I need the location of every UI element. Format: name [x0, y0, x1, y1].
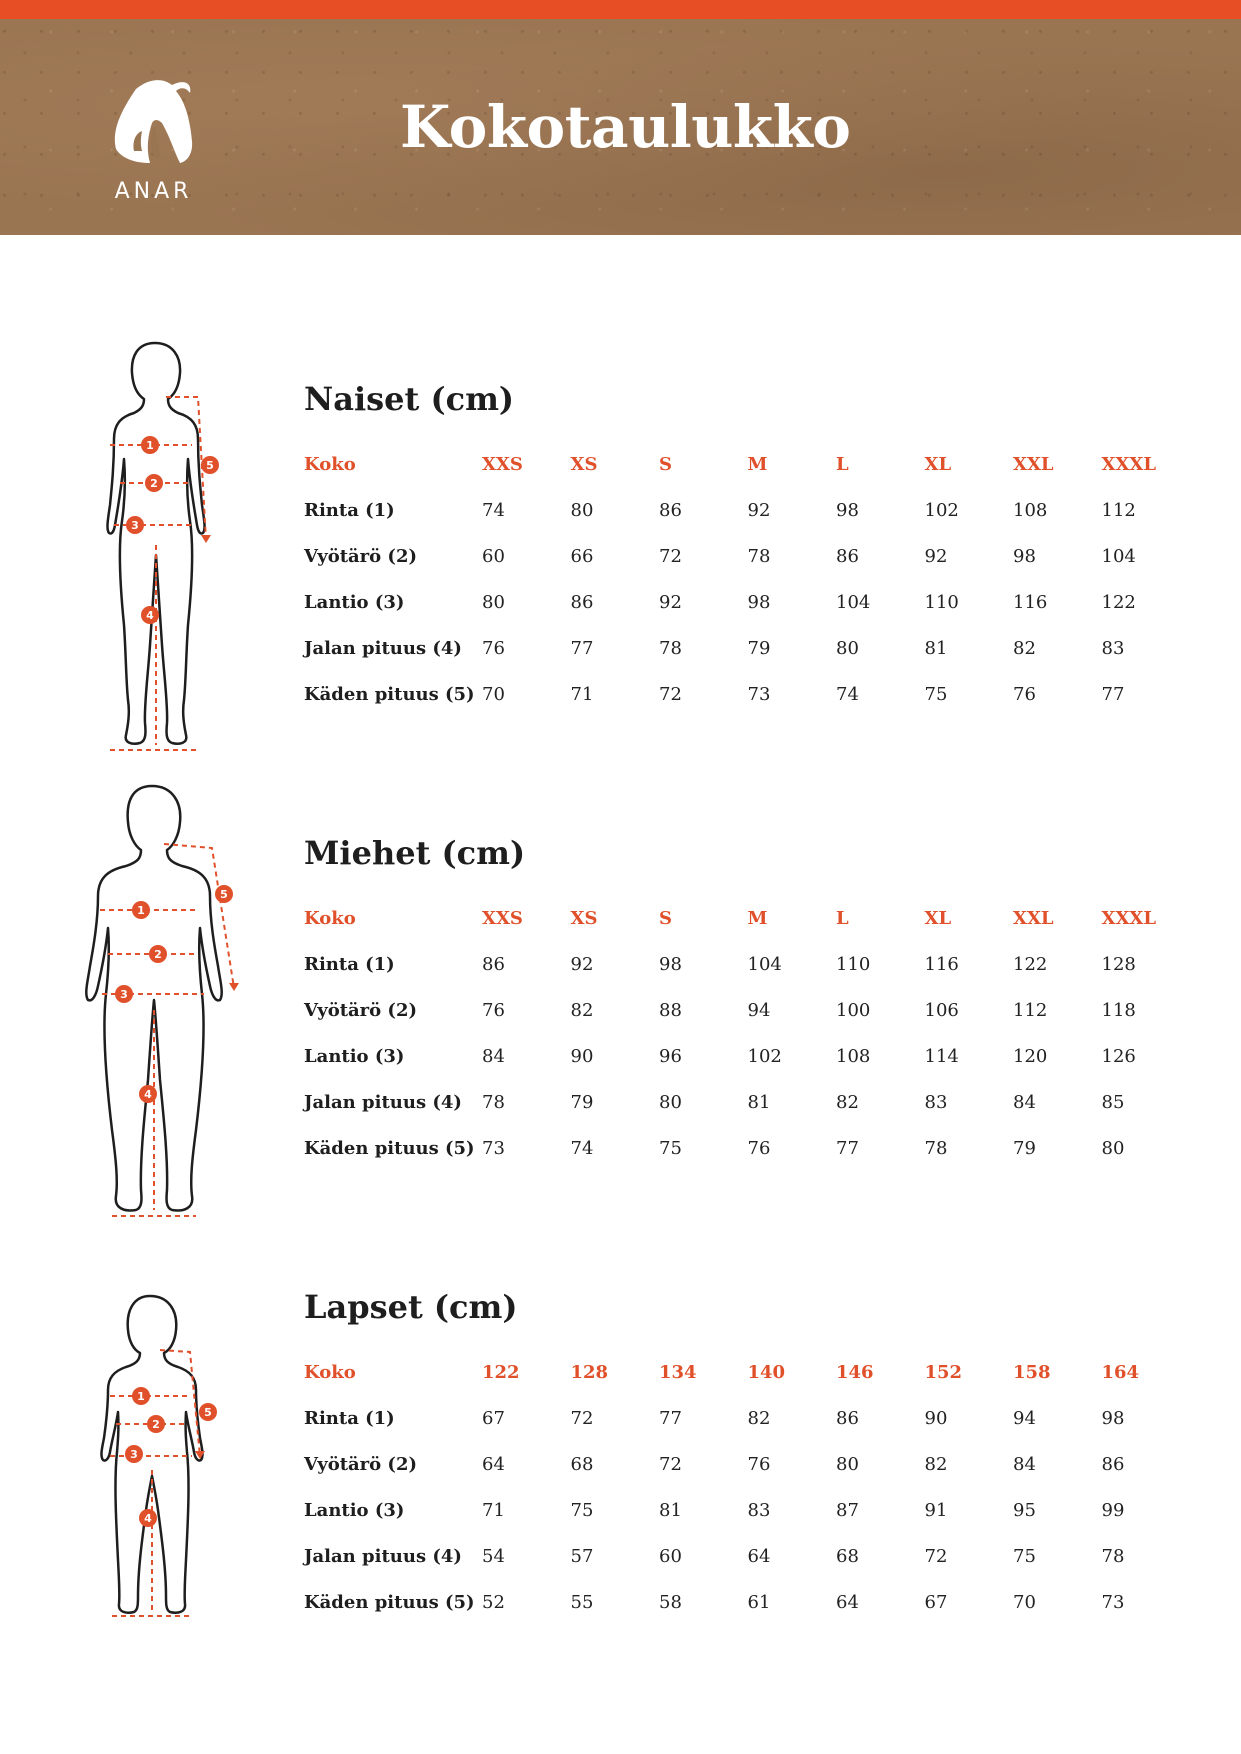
- table-cell: 94: [1013, 1407, 1036, 1429]
- table-cell: 86: [570, 591, 594, 613]
- table-cell: 96: [659, 1045, 682, 1067]
- column-header: S: [659, 907, 672, 929]
- marker-2: 2: [154, 948, 162, 961]
- table-cell: 78: [482, 1091, 505, 1113]
- table-cell: 112: [1013, 999, 1048, 1021]
- table-cell: 122: [1013, 953, 1048, 975]
- table-cell: 84: [482, 1045, 505, 1067]
- table-cell: 74: [482, 499, 505, 521]
- table-cell: 98: [1101, 1407, 1125, 1429]
- marker-5: 5: [204, 1406, 212, 1419]
- table-cell: 78: [747, 545, 771, 567]
- column-header: Koko: [304, 907, 356, 929]
- table-cell: 60: [659, 1545, 682, 1567]
- table-cell: 86: [482, 953, 505, 975]
- men-section-title: Miehet (cm): [304, 834, 526, 872]
- table-row: [304, 671, 1190, 717]
- column-header: XXS: [482, 453, 523, 475]
- column-header: 158: [1013, 1361, 1051, 1383]
- row-label: Lantio (3): [304, 1499, 405, 1521]
- table-cell: 126: [1101, 1045, 1136, 1067]
- marker-1: 1: [137, 904, 145, 917]
- table-cell: 73: [747, 683, 771, 705]
- table-cell: 81: [924, 637, 948, 659]
- table-row: [304, 533, 1190, 579]
- table-cell: 91: [924, 1499, 948, 1521]
- table-cell: 92: [570, 953, 594, 975]
- table-row: [304, 1441, 1190, 1487]
- table-cell: 79: [747, 637, 771, 659]
- table-cell: 76: [482, 637, 505, 659]
- table-cell: 92: [924, 545, 948, 567]
- column-header: XXL: [1013, 907, 1054, 929]
- table-cell: 76: [1013, 683, 1036, 705]
- table-cell: 75: [570, 1499, 594, 1521]
- table-cell: 72: [659, 683, 682, 705]
- table-cell: 76: [482, 999, 505, 1021]
- row-label: Jalan pituus (4): [304, 637, 462, 659]
- table-cell: 116: [924, 953, 959, 975]
- row-label: Lantio (3): [304, 591, 405, 613]
- table-row: [304, 487, 1190, 533]
- table-cell: 72: [659, 545, 682, 567]
- women-size-table: [304, 441, 1190, 717]
- column-header: 128: [570, 1361, 609, 1383]
- column-header: 146: [836, 1361, 874, 1383]
- column-header: 164: [1101, 1361, 1140, 1383]
- table-cell: 84: [1013, 1453, 1036, 1475]
- row-label: Rinta (1): [304, 953, 395, 975]
- table-cell: 76: [747, 1137, 771, 1159]
- table-row: [304, 579, 1190, 625]
- row-label: Rinta (1): [304, 1407, 395, 1429]
- table-cell: 92: [747, 499, 771, 521]
- men-silhouette: [72, 780, 242, 1220]
- column-header: 122: [482, 1361, 520, 1383]
- table-cell: 67: [482, 1407, 505, 1429]
- row-label: Lantio (3): [304, 1045, 405, 1067]
- table-cell: 106: [924, 999, 959, 1021]
- table-cell: 102: [924, 499, 959, 521]
- table-cell: 86: [659, 499, 682, 521]
- row-label: Käden pituus (5): [304, 1137, 475, 1159]
- column-header: XL: [924, 453, 952, 475]
- table-cell: 120: [1013, 1045, 1048, 1067]
- table-cell: 94: [747, 999, 771, 1021]
- table-row: [304, 1033, 1190, 1079]
- women-silhouette: [80, 335, 230, 755]
- table-cell: 77: [1101, 683, 1125, 705]
- table-cell: 70: [1013, 1591, 1036, 1613]
- table-cell: 73: [1101, 1591, 1125, 1613]
- table-cell: 74: [836, 683, 859, 705]
- marker-4: 4: [144, 1088, 152, 1101]
- table-cell: 82: [924, 1453, 948, 1475]
- marker-4: 4: [144, 1512, 152, 1525]
- table-cell: 104: [836, 591, 871, 613]
- table-cell: 72: [659, 1453, 682, 1475]
- table-cell: 80: [482, 591, 505, 613]
- table-cell: 86: [836, 545, 859, 567]
- children-size-table: [304, 1349, 1190, 1625]
- table-cell: 79: [1013, 1137, 1036, 1159]
- table-cell: 81: [659, 1499, 682, 1521]
- table-cell: 78: [1101, 1545, 1125, 1567]
- table-cell: 122: [1101, 591, 1136, 613]
- table-cell: 98: [659, 953, 682, 975]
- column-header: Koko: [304, 453, 356, 475]
- table-cell: 60: [482, 545, 505, 567]
- table-cell: 86: [1101, 1453, 1125, 1475]
- table-row: [304, 1395, 1190, 1441]
- column-header: 134: [659, 1361, 697, 1383]
- marker-5: 5: [206, 459, 214, 472]
- column-header: M: [747, 907, 768, 929]
- table-row: [304, 625, 1190, 671]
- marker-3: 3: [120, 988, 128, 1001]
- table-cell: 98: [1013, 545, 1036, 567]
- top-accent-stripe: [0, 0, 1241, 19]
- table-cell: 82: [747, 1407, 771, 1429]
- table-cell: 77: [570, 637, 594, 659]
- column-header: XS: [570, 453, 598, 475]
- marker-3: 3: [130, 1448, 138, 1461]
- marker-1: 1: [146, 439, 154, 452]
- table-cell: 83: [1101, 637, 1125, 659]
- table-cell: 54: [482, 1545, 505, 1567]
- table-cell: 75: [659, 1137, 682, 1159]
- table-cell: 70: [482, 683, 505, 705]
- table-cell: 81: [747, 1091, 771, 1113]
- table-cell: 88: [659, 999, 682, 1021]
- page-title: Kokotaulukko: [400, 93, 851, 161]
- row-label: Vyötärö (2): [304, 1453, 417, 1475]
- table-cell: 66: [570, 545, 594, 567]
- column-header: 140: [747, 1361, 786, 1383]
- table-cell: 55: [570, 1591, 594, 1613]
- table-cell: 61: [747, 1591, 771, 1613]
- table-cell: 116: [1013, 591, 1048, 613]
- table-header-row: [304, 441, 1190, 487]
- table-cell: 92: [659, 591, 682, 613]
- table-cell: 72: [570, 1407, 594, 1429]
- table-cell: 90: [570, 1045, 594, 1067]
- horse-head-icon: [96, 71, 211, 181]
- table-cell: 80: [1101, 1137, 1125, 1159]
- table-cell: 104: [747, 953, 782, 975]
- column-header: 152: [924, 1361, 963, 1383]
- marker-2: 2: [150, 477, 158, 490]
- table-cell: 64: [747, 1545, 771, 1567]
- women-section-title: Naiset (cm): [304, 380, 515, 418]
- anar-logo: [96, 71, 211, 211]
- table-cell: 114: [924, 1045, 959, 1067]
- table-cell: 72: [924, 1545, 948, 1567]
- table-cell: 98: [747, 591, 771, 613]
- table-cell: 80: [836, 637, 859, 659]
- child-silhouette: [86, 1290, 226, 1620]
- table-cell: 95: [1013, 1499, 1036, 1521]
- marker-5: 5: [220, 888, 228, 901]
- brand-wordmark: ANAR: [114, 179, 193, 204]
- row-label: Jalan pituus (4): [304, 1545, 462, 1567]
- row-label: Vyötärö (2): [304, 999, 417, 1021]
- table-row: [304, 1125, 1190, 1171]
- table-cell: 102: [747, 1045, 782, 1067]
- table-cell: 71: [482, 1499, 505, 1521]
- table-cell: 82: [570, 999, 594, 1021]
- row-label: Jalan pituus (4): [304, 1091, 462, 1113]
- table-cell: 78: [924, 1137, 948, 1159]
- table-cell: 77: [659, 1407, 682, 1429]
- column-header: S: [659, 453, 672, 475]
- children-section-title: Lapset (cm): [304, 1288, 518, 1326]
- table-cell: 99: [1101, 1499, 1125, 1521]
- table-cell: 71: [570, 683, 594, 705]
- table-cell: 82: [836, 1091, 859, 1113]
- table-cell: 78: [659, 637, 682, 659]
- table-cell: 100: [836, 999, 871, 1021]
- table-row: [304, 987, 1190, 1033]
- column-header: XXXL: [1101, 453, 1157, 475]
- table-cell: 110: [836, 953, 871, 975]
- table-cell: 82: [1013, 637, 1036, 659]
- column-header: M: [747, 453, 768, 475]
- table-cell: 80: [836, 1453, 859, 1475]
- table-cell: 52: [482, 1591, 505, 1613]
- table-cell: 79: [570, 1091, 594, 1113]
- page-header: [0, 19, 1241, 235]
- table-cell: 85: [1101, 1091, 1125, 1113]
- column-header: XXS: [482, 907, 523, 929]
- table-cell: 98: [836, 499, 859, 521]
- row-label: Käden pituus (5): [304, 1591, 475, 1613]
- men-size-table: [304, 895, 1190, 1171]
- table-cell: 77: [836, 1137, 859, 1159]
- row-label: Käden pituus (5): [304, 683, 475, 705]
- table-cell: 86: [836, 1407, 859, 1429]
- table-cell: 80: [659, 1091, 682, 1113]
- table-cell: 58: [659, 1591, 682, 1613]
- column-header: XL: [924, 907, 952, 929]
- table-cell: 68: [836, 1545, 859, 1567]
- table-cell: 57: [570, 1545, 594, 1567]
- table-cell: 83: [747, 1499, 771, 1521]
- table-cell: 68: [570, 1453, 594, 1475]
- table-cell: 74: [570, 1137, 594, 1159]
- table-cell: 112: [1101, 499, 1136, 521]
- table-cell: 118: [1101, 999, 1136, 1021]
- table-cell: 80: [570, 499, 594, 521]
- table-cell: 75: [924, 683, 948, 705]
- table-cell: 104: [1101, 545, 1136, 567]
- table-cell: 64: [836, 1591, 859, 1613]
- marker-2: 2: [152, 1418, 160, 1431]
- column-header: L: [836, 907, 849, 929]
- marker-4: 4: [146, 609, 154, 622]
- table-cell: 67: [924, 1591, 948, 1613]
- row-label: Rinta (1): [304, 499, 395, 521]
- table-row: [304, 1079, 1190, 1125]
- column-header: XXXL: [1101, 907, 1157, 929]
- table-cell: 128: [1101, 953, 1136, 975]
- marker-3: 3: [131, 519, 139, 532]
- table-cell: 87: [836, 1499, 859, 1521]
- table-cell: 76: [747, 1453, 771, 1475]
- column-header: XS: [570, 907, 598, 929]
- table-cell: 108: [1013, 499, 1048, 521]
- table-row: [304, 941, 1190, 987]
- table-cell: 83: [924, 1091, 948, 1113]
- table-header-row: [304, 895, 1190, 941]
- table-header-row: [304, 1349, 1190, 1395]
- table-cell: 73: [482, 1137, 505, 1159]
- table-cell: 90: [924, 1407, 948, 1429]
- row-label: Vyötärö (2): [304, 545, 417, 567]
- table-cell: 64: [482, 1453, 505, 1475]
- table-row: [304, 1579, 1190, 1625]
- table-cell: 84: [1013, 1091, 1036, 1113]
- table-cell: 108: [836, 1045, 871, 1067]
- column-header: XXL: [1013, 453, 1054, 475]
- column-header: Koko: [304, 1361, 356, 1383]
- table-cell: 75: [1013, 1545, 1036, 1567]
- table-row: [304, 1533, 1190, 1579]
- table-row: [304, 1487, 1190, 1533]
- table-cell: 110: [924, 591, 959, 613]
- column-header: L: [836, 453, 849, 475]
- marker-1: 1: [137, 1390, 145, 1403]
